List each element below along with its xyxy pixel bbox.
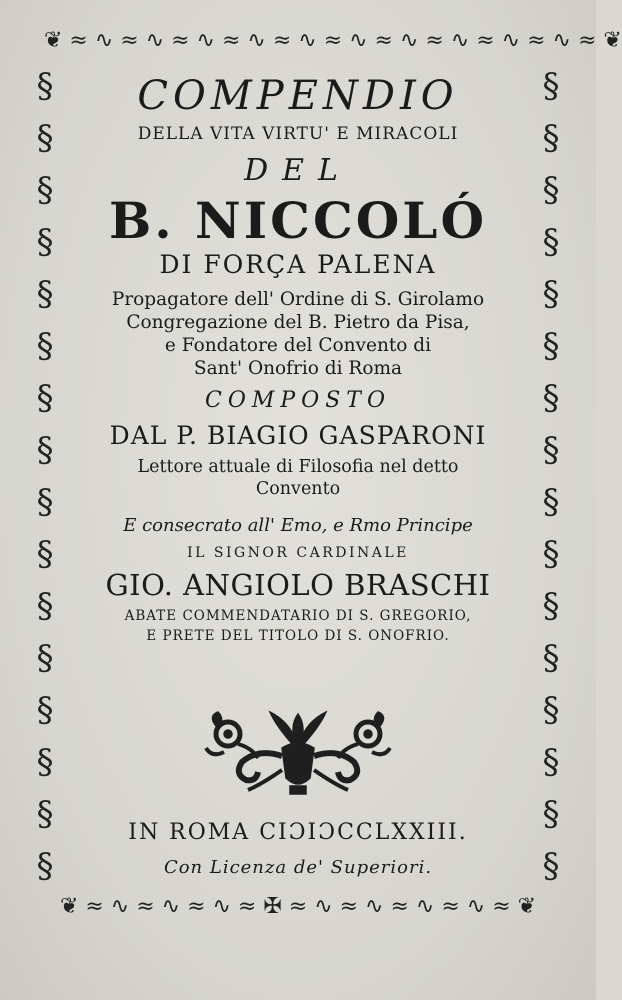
left-scroll-ornament: § § § § § § § § § § § § § § § § [36,66,54,886]
dedicatee-name: GIO. ANGIOLO BRASCHI [105,568,491,602]
subject-name: B. NICCOLÓ [108,191,488,250]
dedication-line: E consecrato all' Emo, e Rmo Principe [123,515,473,536]
book-heading: COMPENDIO [137,73,459,119]
subject-origin: DI FORÇA PALENA [159,250,437,279]
author-name: DAL P. BIAGIO GASPARONI [109,421,487,450]
dedicatee-role-line: ABATE COMMENDATARIO DI S. GREGORIO, [124,608,472,624]
description-line: Congregazione del B. Pietro da Pisa, [126,312,470,333]
del-line: DEL [244,153,352,188]
author-role-line: Convento [255,479,341,499]
bottom-scroll-ornament: ❦ ≈ ∿ ≈ ∿ ≈ ∿ ≈ ✠ ≈ ∿ ≈ ∿ ≈ ∿ ≈ ∿ ≈ ❦ [59,894,537,919]
license-line: Con Licenza de' Superiori. [163,857,433,878]
dedicatee-title: IL SIGNOR CARDINALE [187,545,409,561]
description-line: Propagatore dell' Ordine di S. Girolamo [111,289,485,310]
description-line: e Fondatore del Convento di [164,335,432,356]
composto-line: COMPOSTO [204,388,391,413]
imprint-line: IN ROMA CIƆIƆCCLXXIII. [128,820,468,845]
floral-vase-vignette-icon [198,708,398,804]
right-scroll-ornament: § § § § § § § § § § § § § § § § [542,66,560,886]
description-line: Sant' Onofrio di Roma [193,358,403,379]
book-subheading: DELLA VITA VIRTU' E MIRACOLI [137,124,459,144]
imprint-block [60,818,536,882]
author-role-line: Lettore attuale di Filosofia nel detto [137,457,459,477]
top-scroll-ornament: ❦ ≈ ∿ ≈ ∿ ≈ ∿ ≈ ∿ ≈ ∿ ≈ ∿ ≈ ∿ ≈ ∿ ≈ ∿ ≈ ∿ ≈ ❦ [44,28,622,53]
dedicatee-role-line: E PRETE DEL TITOLO DI S. ONOFRIO. [146,628,450,644]
title-block [60,66,536,646]
